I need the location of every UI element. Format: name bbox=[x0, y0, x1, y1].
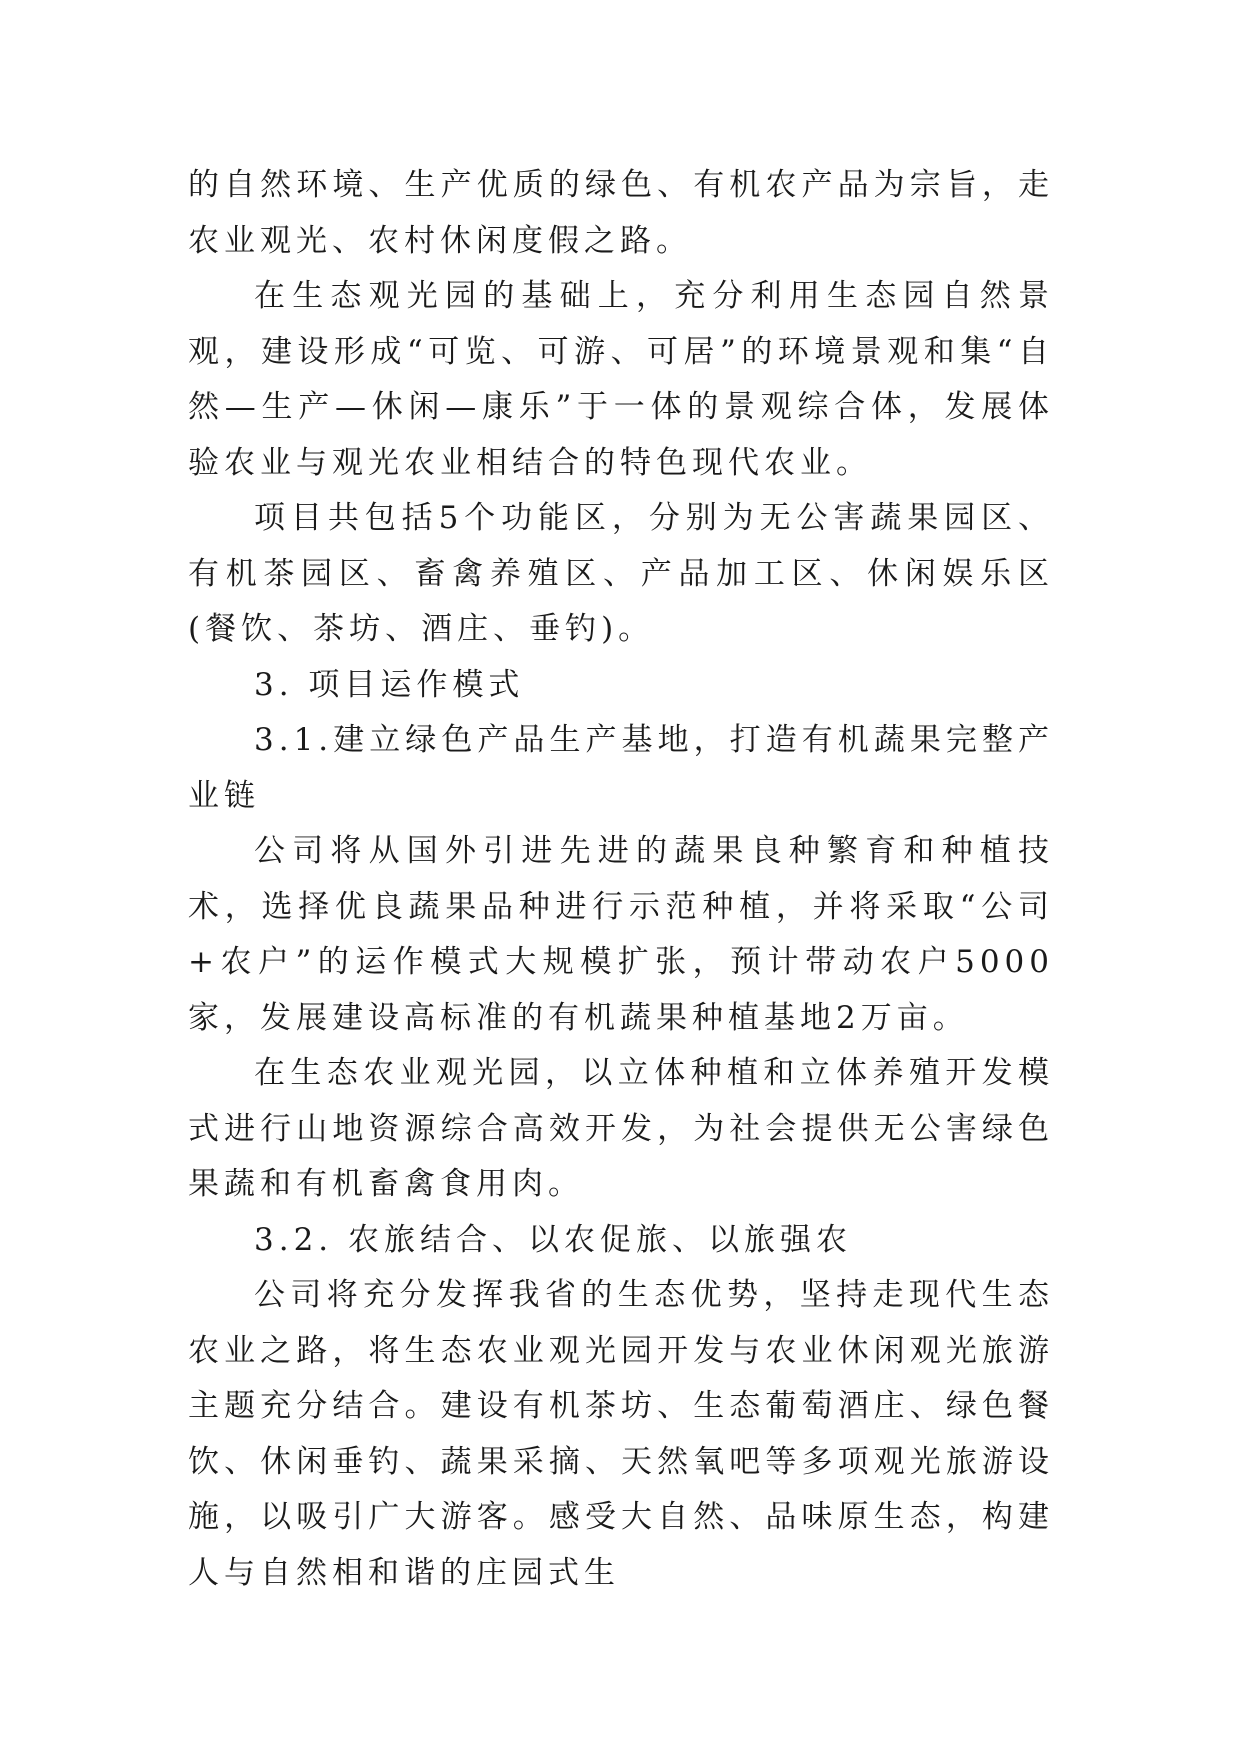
paragraph-functional-zones: 项目共包括5个功能区，分别为无公害蔬果园区、有机茶园区、畜禽养殖区、产品加工区、休闲娱乐区(餐饮、茶坊、酒庄、垂钓)。 bbox=[188, 500, 1054, 647]
paragraph-agritourism: 公司将充分发挥我省的生态优势，坚持走现代生态农业之路，将生态农业观光园开发与农业休闲观光旅游主题充分结合。建设有机茶坊、生态葡萄酒庄、绿色餐饮、休闲垂钓、蔬果采摘、天然氧吧等多项观光旅游设施，以吸引广大游客。感受大自然、品味原生态，构建人与自然相和谐的庄园式生 bbox=[188, 1277, 1054, 1591]
section-heading-3-2: 3.2. 农旅结合、以农促旅、以旅强农 bbox=[254, 1221, 853, 1258]
paragraph-ecological-park: 在生态观光园的基础上，充分利用生态园自然景观，建设形成“可览、可游、可居”的环境景观和集“自然—生产—休闲—康乐”于一体的景观综合体，发展体验农业与观光农业相结合的特色现代农业。 bbox=[188, 278, 1054, 481]
paragraph-mountain-resources: 在生态农业观光园，以立体种植和立体养殖开发模式进行山地资源综合高效开发，为社会提供无公害绿色果蔬和有机畜禽食用肉。 bbox=[188, 1055, 1054, 1202]
paragraph-continuation: 的自然环境、生产优质的绿色、有机农产品为宗旨，走农业观光、农村休闲度假之路。 bbox=[188, 167, 1054, 259]
section-heading-3-1: 3.1.建立绿色产品生产基地，打造有机蔬果完整产业链 bbox=[188, 722, 1054, 814]
document-body bbox=[188, 158, 1054, 1601]
paragraph-planting-base: 公司将从国外引进先进的蔬果良种繁育和种植技术，选择优良蔬果品种进行示范种植，并将采取“公司+农户”的运作模式大规模扩张，预计带动农户5000家，发展建设高标准的有机蔬果种植基地2万亩。 bbox=[188, 833, 1054, 1036]
section-heading-3: 3. 项目运作模式 bbox=[254, 666, 525, 703]
